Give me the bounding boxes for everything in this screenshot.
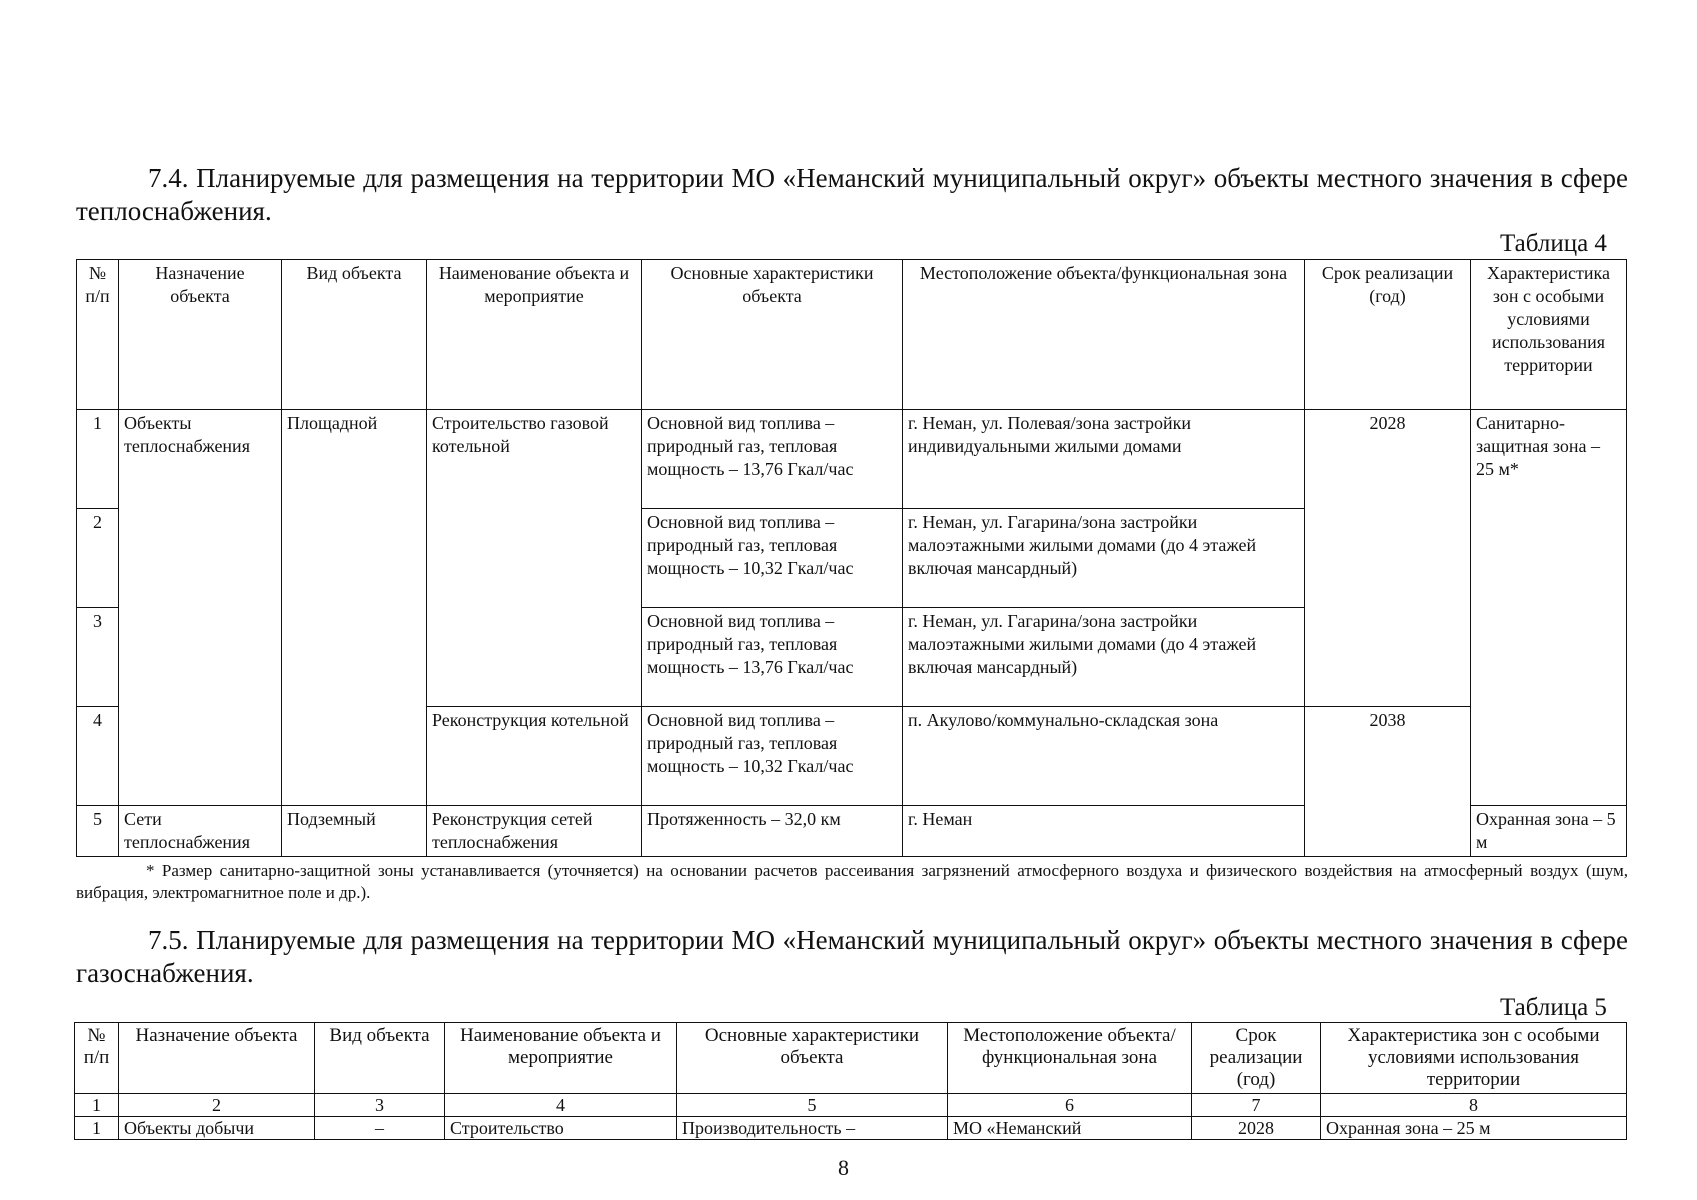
table-row <box>75 1117 1627 1140</box>
t4-r1-zone: Санитарно-защитная зона – 25 м* <box>1471 410 1627 806</box>
page-number: 8 <box>838 1155 849 1180</box>
t4-header-type: Вид объекта <box>282 260 427 410</box>
t5-header-zone: Характеристика зон с особыми условиями использования территории <box>1321 1023 1627 1094</box>
t4-r5-type: Подземный <box>282 806 427 857</box>
t4-r5-location: г. Неман <box>903 806 1305 857</box>
t5-header-location: Местоположение объекта/ функциональная зона <box>948 1023 1192 1094</box>
t5-colnum-6: 6 <box>948 1094 1192 1117</box>
t4-r1-location: г. Неман, ул. Полевая/зона застройки индивидуальными жилыми домами <box>903 410 1305 509</box>
t4-r1-type: Площадной <box>282 410 427 806</box>
t5-header-type: Вид объекта <box>315 1023 445 1094</box>
t4-header-location: Местоположение объекта/функциональная зона <box>903 260 1305 410</box>
t5-colnum-8: 8 <box>1321 1094 1627 1117</box>
t4-r4-num: 4 <box>77 707 119 806</box>
t4-header-zone: Характеристика зон с особыми условиями использования территории <box>1471 260 1627 410</box>
t5-colnum-7: 7 <box>1192 1094 1321 1117</box>
t5-r1-location: МО «Неманский <box>948 1117 1192 1140</box>
t5-colnum-5: 5 <box>677 1094 948 1117</box>
t4-header-name: Наименование объекта и мероприятие <box>427 260 642 410</box>
t4-r5-chars: Протяженность – 32,0 км <box>642 806 903 857</box>
t4-header-chars: Основные характеристики объекта <box>642 260 903 410</box>
t5-r1-type: – <box>315 1117 445 1140</box>
t4-r5-name: Реконструкция сетей теплоснабжения <box>427 806 642 857</box>
table-4 <box>76 259 1627 857</box>
table5-colnum-row <box>75 1094 1627 1117</box>
table5-header-row <box>75 1023 1627 1094</box>
t4-r4-chars: Основной вид топлива – природный газ, тепловая мощность – 10,32 Гкал/час <box>642 707 903 806</box>
table-5 <box>74 1022 1627 1140</box>
t4-r1-year: 2028 <box>1305 410 1471 707</box>
t4-header-year: Срок реализации (год) <box>1305 260 1471 410</box>
t4-r3-chars: Основной вид топлива – природный газ, тепловая мощность – 13,76 Гкал/час <box>642 608 903 707</box>
t4-r5-zone: Охранная зона – 5 м <box>1471 806 1627 857</box>
t5-header-name: Наименование объекта и мероприятие <box>445 1023 677 1094</box>
t5-r1-year: 2028 <box>1192 1117 1321 1140</box>
t5-colnum-1: 1 <box>75 1094 119 1117</box>
t4-r1-num: 1 <box>77 410 119 509</box>
table4-header-row <box>77 260 1627 410</box>
t5-r1-num: 1 <box>75 1117 119 1140</box>
t4-header-purpose: Назначение объекта <box>119 260 282 410</box>
t4-r2-num: 2 <box>77 509 119 608</box>
t5-header-chars: Основные характеристики объекта <box>677 1023 948 1094</box>
t5-r1-purpose: Объекты добычи <box>119 1117 315 1140</box>
t4-r1-purpose: Объекты теплоснабжения <box>119 410 282 806</box>
table5-caption: Таблица 5 <box>1500 994 1607 1021</box>
t5-colnum-2: 2 <box>119 1094 315 1117</box>
t4-header-num: № п/п <box>77 260 119 410</box>
t5-r1-zone: Охранная зона – 25 м <box>1321 1117 1627 1140</box>
t5-header-num: № п/п <box>75 1023 119 1094</box>
table-row <box>77 410 1627 509</box>
t5-colnum-3: 3 <box>315 1094 445 1117</box>
t4-r5-num: 5 <box>77 806 119 857</box>
t5-header-year: Срок реализации (год) <box>1192 1023 1321 1094</box>
section-7-5-heading: 7.5. Планируемые для размещения на территории МО «Неманский муниципальный округ» объекты местного значения в сфере газоснабжения. <box>76 925 1628 988</box>
t4-r1-name: Строительство газовой котельной <box>427 410 642 707</box>
t4-r2-chars: Основной вид топлива – природный газ, тепловая мощность – 10,32 Гкал/час <box>642 509 903 608</box>
t4-r4-year: 2038 <box>1305 707 1471 857</box>
t4-r4-location: п. Акулово/коммунально-складская зона <box>903 707 1305 806</box>
t4-r4-name: Реконструкция котельной <box>427 707 642 806</box>
t5-header-purpose: Назначение объекта <box>119 1023 315 1094</box>
table4-footnote: * Размер санитарно-защитной зоны устанавливается (уточняется) на основании расчетов рассеивания загрязнений атмосферного воздуха и физического воздействия на атмосферный воздух (шум, вибрация, электромагнитное поле и др.). <box>76 861 1628 902</box>
t4-r2-location: г. Неман, ул. Гагарина/зона застройки малоэтажными жилыми домами (до 4 этажей включая мансардный) <box>903 509 1305 608</box>
t5-r1-chars: Производительность – <box>677 1117 948 1140</box>
t5-colnum-4: 4 <box>445 1094 677 1117</box>
t4-r3-num: 3 <box>77 608 119 707</box>
section-7-4-heading: 7.4. Планируемые для размещения на территории МО «Неманский муниципальный округ» объекты местного значения в сфере теплоснабжения. <box>76 163 1628 226</box>
table4-caption: Таблица 4 <box>1500 230 1607 257</box>
t4-r3-location: г. Неман, ул. Гагарина/зона застройки малоэтажными жилыми домами (до 4 этажей включая мансардный) <box>903 608 1305 707</box>
t5-r1-name: Строительство <box>445 1117 677 1140</box>
t4-r5-purpose: Сети теплоснабжения <box>119 806 282 857</box>
t4-r1-chars: Основной вид топлива – природный газ, тепловая мощность – 13,76 Гкал/час <box>642 410 903 509</box>
